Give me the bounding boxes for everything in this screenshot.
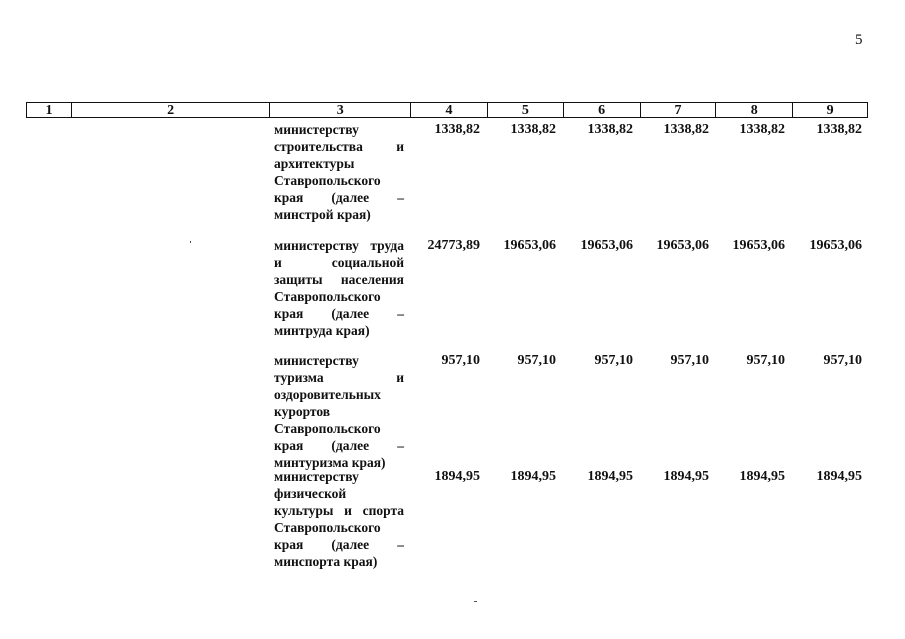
value-col-7: 1338,82 xyxy=(663,122,709,137)
value-col-4: 24773,89 xyxy=(427,238,480,253)
value-col-7: 957,10 xyxy=(670,353,709,368)
row-description: министерству туризма и оздоровительных курортов Ставропольского края (далее – минтуризма края) xyxy=(274,353,404,470)
header-col-6: 6 xyxy=(564,103,641,117)
value-col-6: 19653,06 xyxy=(580,238,633,253)
header-col-2: 2 xyxy=(72,103,271,117)
header-col-5: 5 xyxy=(488,103,564,117)
value-col-9: 1338,82 xyxy=(816,122,862,137)
value-col-9: 19653,06 xyxy=(809,238,862,253)
value-col-6: 1338,82 xyxy=(587,122,633,137)
value-col-4: 1338,82 xyxy=(434,122,480,137)
page-number: 5 xyxy=(855,32,863,48)
value-col-8: 1338,82 xyxy=(739,122,785,137)
row-description: министерству строительства и архитектуры Ставропольского края (далее – минстрой края) xyxy=(274,122,404,222)
value-col-8: 957,10 xyxy=(746,353,785,368)
row-description: министерству физической культуры и спорта Ставропольского края (далее – минспорта края) xyxy=(274,469,404,569)
header-col-7: 7 xyxy=(641,103,717,117)
value-col-7: 19653,06 xyxy=(656,238,709,253)
value-col-8: 1894,95 xyxy=(739,469,785,484)
header-col-3: 3 xyxy=(270,103,411,117)
header-col-4: 4 xyxy=(411,103,488,117)
value-col-6: 957,10 xyxy=(594,353,633,368)
table-header-row xyxy=(26,102,868,118)
value-col-6: 1894,95 xyxy=(587,469,633,484)
value-col-5: 19653,06 xyxy=(503,238,556,253)
value-col-5: 957,10 xyxy=(517,353,556,368)
scan-speck xyxy=(190,241,191,243)
value-col-4: 957,10 xyxy=(441,353,480,368)
value-col-5: 1894,95 xyxy=(510,469,556,484)
scan-speck xyxy=(474,601,477,602)
header-col-1: 1 xyxy=(27,103,72,117)
row-description: министерству труда и социальной защиты населения Ставропольского края (далее – минтруда края) xyxy=(274,238,404,338)
value-col-5: 1338,82 xyxy=(510,122,556,137)
value-col-7: 1894,95 xyxy=(663,469,709,484)
value-col-9: 957,10 xyxy=(823,353,862,368)
header-col-9: 9 xyxy=(826,103,834,118)
value-col-8: 19653,06 xyxy=(732,238,785,253)
value-col-4: 1894,95 xyxy=(434,469,480,484)
header-col-8: 8 xyxy=(716,103,793,117)
value-col-9: 1894,95 xyxy=(816,469,862,484)
